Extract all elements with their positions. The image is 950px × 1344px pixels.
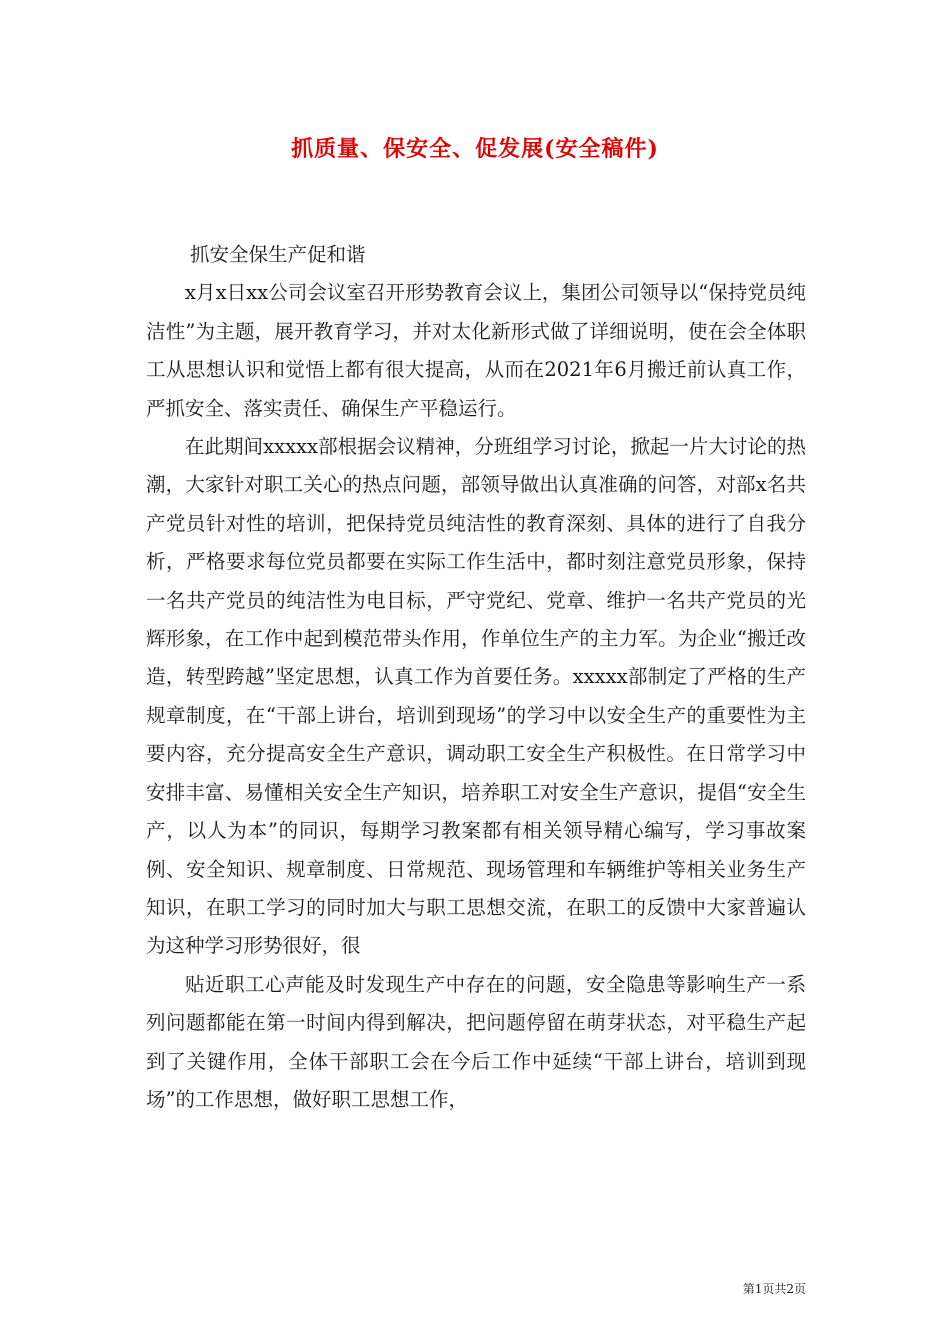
document-body [146,236,806,1119]
page-number: 第1页共2页 [742,1282,806,1296]
paragraph-2: 在此期间xxxxx部根据会议精神，分班组学习讨论，掀起一片大讨论的热潮，大家针对职工关心的热点问题，部领导做出认真准确的问答，对部x名共产党员针对性的培训，把保持党员纯洁性的教育深刻、具体的进行了自我分析，严格要求每位党员都要在实际工作生活中，都时刻注意党员形象，保持一名共产党员的纯洁性为电目标，严守党纪、党章、维护一名共产党员的光辉形象，在工作中起到模范带头作用，作单位生产的主力军。为企业“搬迁改造，转型跨越”坚定思想，认真工作为首要任务。xxxxx部制定了严格的生产规章制度，在“干部上讲台，培训到现场”的学习中以安全生产的重要性为主要内容，充分提高安全生产意识，调动职工安全生产积极性。在日常学习中安排丰富、易懂相关安全生产知识，培养职工对安全生产意识，提倡“安全生产，以人为本”的同识，每期学习教案都有相关领导精心编写，学习事故案例、安全知识、规章制度、日常规范、现场管理和车辆维护等相关业务生产知识，在职工学习的同时加大与职工思想交流，在职工的反馈中大家普遍认为这种学习形势很好，很 [146,435,806,958]
document-subtitle: 抓安全保生产促和谐 [190,243,366,266]
paragraph-3: 贴近职工心声能及时发现生产中存在的问题，安全隐患等影响生产一系列问题都能在第一时间内得到解决，把问题停留在萌芽状态，对平稳生产起到了关键作用，全体干部职工会在今后工作中延续“干部上讲台，培训到现场”的工作思想，做好职工思想工作， [146,972,806,1111]
document-title: 抓质量、保安全、促发展(安全稿件) [291,136,659,162]
paragraph-1: x月x日xx公司会议室召开形势教育会议上，集团公司领导以“保持党员纯洁性”为主题，展开教育学习，并对太化新形式做了详细说明，使在会全体职工从思想认识和觉悟上都有很大提高，从而在2021年6月搬迁前认真工作，严抓安全、落实责任、确保生产平稳运行。 [146,281,806,420]
